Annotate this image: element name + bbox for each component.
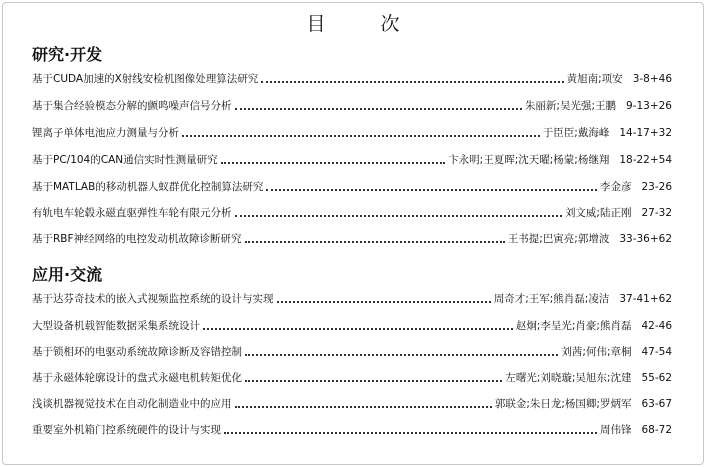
entry-authors: 刘文威;陆正刚 <box>564 207 632 219</box>
dot-leader <box>261 81 563 83</box>
toc-entry[interactable] <box>32 343 672 359</box>
entry-authors: 郭联金;朱日龙;杨国卿;罗炳军 <box>494 398 632 410</box>
entry-authors: 黄旭南;项安 <box>566 73 623 85</box>
dot-leader <box>245 241 505 243</box>
entry-authors: 赵炯;李呈光;肖豪;熊肖磊 <box>515 320 632 332</box>
toc-entry[interactable] <box>32 290 672 306</box>
toc-entry[interactable] <box>32 124 672 140</box>
toc-entry[interactable] <box>32 97 672 113</box>
entry-title: 大型设备机载智能数据采集系统设计 <box>32 320 200 332</box>
entry-pages: 33-36+62 <box>619 233 672 245</box>
toc-entry[interactable] <box>32 230 672 246</box>
entry-title: 锂离子单体电池应力测量与分析 <box>32 127 179 139</box>
entry-title: 重要室外机箱门控系统硬件的设计与实现 <box>32 424 221 436</box>
entry-title: 基于PC/104的CAN通信实时性测量研究 <box>32 154 218 166</box>
dot-leader <box>235 406 492 408</box>
entry-pages: 3-8+46 <box>632 73 672 85</box>
entry-title: 基于集合经验模态分解的颤鸣噪声信号分析 <box>32 100 232 112</box>
toc-entry[interactable] <box>32 70 672 86</box>
entry-title: 基于永磁体轮廓设计的盘式永磁电机转矩优化 <box>32 372 242 384</box>
dot-leader <box>245 354 558 356</box>
entry-title: 基于RBF神经网络的电控发动机故障诊断研究 <box>32 233 242 245</box>
entry-title: 基于锁相环的电驱动系统故障诊断及容错控制 <box>32 346 242 358</box>
entry-authors: 王书提;巴寅亮;郭增波 <box>507 233 610 245</box>
entry-pages: 68-72 <box>641 424 672 436</box>
toc-entry[interactable] <box>32 178 672 194</box>
dot-leader <box>266 189 597 191</box>
entry-pages: 42-46 <box>641 320 672 332</box>
toc-entry[interactable] <box>32 395 672 411</box>
dot-leader <box>245 380 502 382</box>
dot-leader <box>182 135 540 137</box>
entry-title: 基于CUDA加速的X射线安检机图像处理算法研究 <box>32 73 259 85</box>
entry-authors: 刘茜;何伟;章桐 <box>561 346 632 358</box>
entry-authors: 朱丽新;吴光强;王鹏 <box>524 100 616 112</box>
dot-leader <box>203 328 513 330</box>
toc-entry[interactable] <box>32 421 672 437</box>
entry-authors: 于臣臣;戴海峰 <box>542 127 610 139</box>
toc-entry[interactable] <box>32 204 672 220</box>
entry-pages: 18-22+54 <box>619 154 672 166</box>
entry-pages: 27-32 <box>641 207 672 219</box>
toc-entry[interactable] <box>32 369 672 385</box>
entry-authors: 周伟锋 <box>599 424 632 436</box>
entry-pages: 23-26 <box>641 181 672 193</box>
entry-title: 基于MATLAB的移动机器人蚁群优化控制算法研究 <box>32 181 264 193</box>
entry-pages: 37-41+62 <box>619 293 672 305</box>
toc-entry[interactable] <box>32 317 672 333</box>
entry-authors: 李金彦 <box>599 181 632 193</box>
entry-authors: 左曙光;刘晓璇;吴旭东;沈建 <box>505 372 632 384</box>
dot-leader <box>235 108 522 110</box>
toc-entry[interactable] <box>32 151 672 167</box>
entry-pages: 55-62 <box>641 372 672 384</box>
entry-pages: 63-67 <box>641 398 672 410</box>
section-heading-application: 应用·交流 <box>32 265 103 284</box>
toc-title: 目 次 <box>306 13 418 35</box>
entry-pages: 47-54 <box>641 346 672 358</box>
entry-authors: 卞永明;王夏晖;沈天曜;杨蒙;杨继翔 <box>448 154 610 166</box>
dot-leader <box>235 215 562 217</box>
dot-leader <box>277 301 491 303</box>
dot-leader <box>224 432 597 434</box>
entry-title: 浅谈机器视觉技术在自动化制造业中的应用 <box>32 398 232 410</box>
entry-authors: 周奇才;王军;熊肖磊;凌洁 <box>493 293 610 305</box>
dot-leader <box>221 162 446 164</box>
entry-pages: 9-13+26 <box>626 100 672 112</box>
entry-title: 基于达芬奇技术的嵌入式视频监控系统的设计与实现 <box>32 293 274 305</box>
entry-title: 有轨电车轮毂永磁直驱弹性车轮有限元分析 <box>32 207 232 219</box>
entry-pages: 14-17+32 <box>619 127 672 139</box>
section-heading-research: 研究·开发 <box>32 45 103 64</box>
